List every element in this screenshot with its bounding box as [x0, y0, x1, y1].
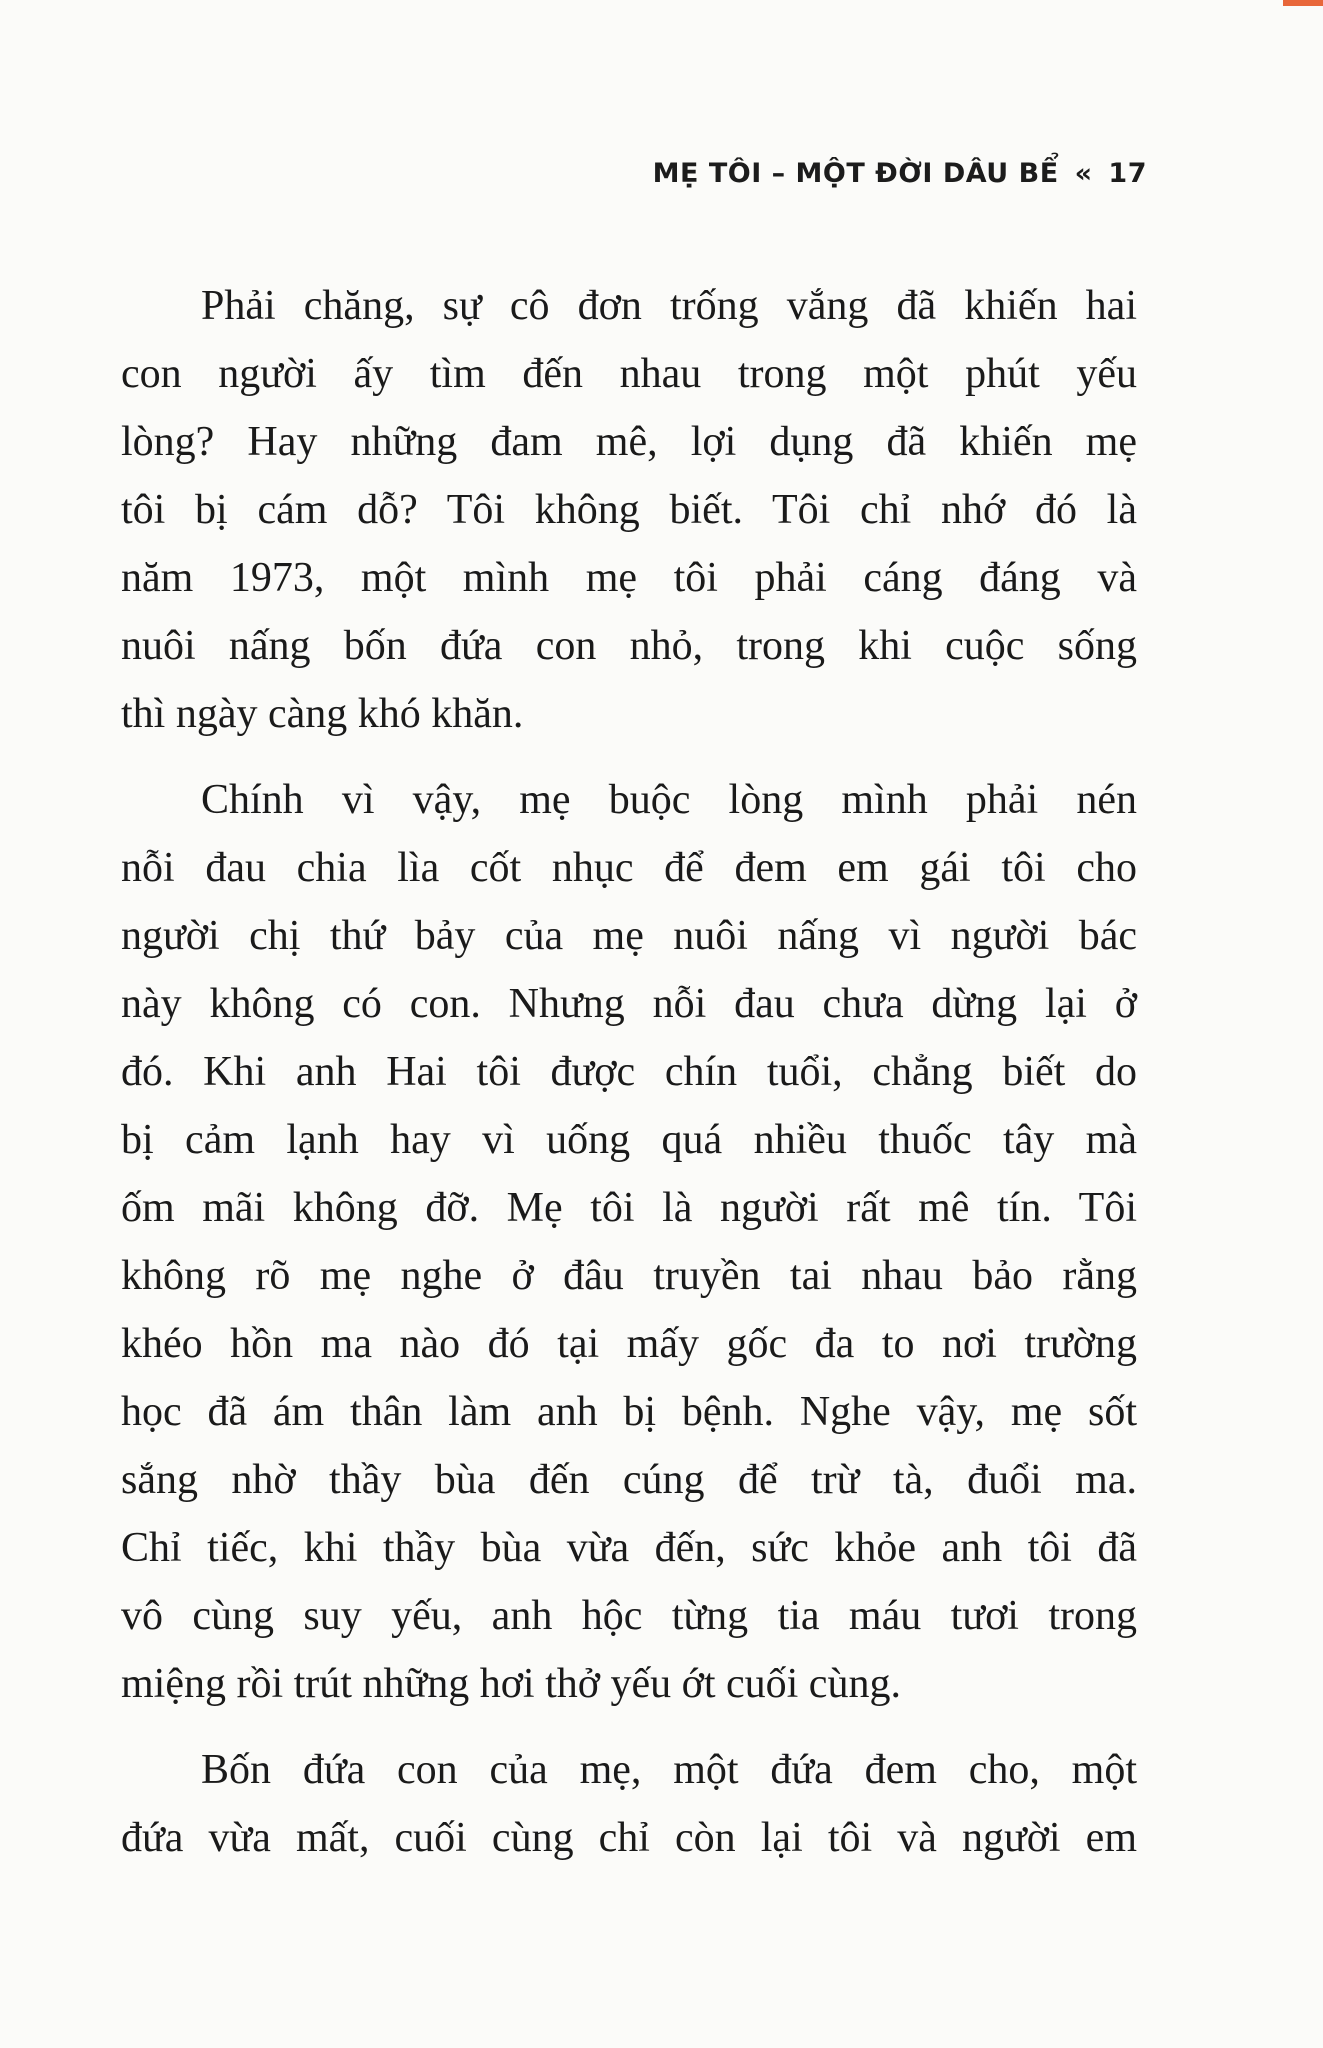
running-title: MẸ TÔI – MỘT ĐỜI DÂU BỂ	[652, 158, 1059, 189]
text-line: Phải chăng, sự cô đơn trống vắng đã khiến hai	[201, 283, 1137, 329]
running-header	[653, 158, 1147, 189]
text-line: sắng nhờ thầy bùa đến cúng để trừ tà, đuổi ma.	[121, 1457, 1137, 1503]
text-line: người chị thứ bảy của mẹ nuôi nấng vì người bác	[121, 913, 1137, 959]
text-line: ốm mãi không đỡ. Mẹ tôi là người rất mê tín. Tôi	[121, 1185, 1137, 1231]
paragraph	[121, 1736, 1137, 1872]
text-line: thì ngày càng khó khăn.	[121, 691, 524, 737]
page-edge-mark	[1283, 0, 1323, 6]
text-line: vô cùng suy yếu, anh hộc từng tia máu tươi trong	[121, 1593, 1137, 1639]
paragraph	[121, 766, 1137, 1718]
text-line: bị cảm lạnh hay vì uống quá nhiều thuốc tây mà	[121, 1117, 1137, 1163]
text-line: khéo hồn ma nào đó tại mấy gốc đa to nơi trường	[121, 1321, 1137, 1367]
text-line: tôi bị cám dỗ? Tôi không biết. Tôi chỉ nhớ đó là	[121, 487, 1137, 533]
text-line: Bốn đứa con của mẹ, một đứa đem cho, một	[201, 1747, 1137, 1793]
text-line: đứa vừa mất, cuối cùng chỉ còn lại tôi và người em	[121, 1815, 1137, 1861]
page-body	[121, 272, 1137, 1890]
text-line: Chỉ tiếc, khi thầy bùa vừa đến, sức khỏe anh tôi đã	[121, 1525, 1137, 1571]
text-line: nuôi nấng bốn đứa con nhỏ, trong khi cuộc sống	[121, 623, 1137, 669]
text-line: học đã ám thân làm anh bị bệnh. Nghe vậy, mẹ sốt	[121, 1389, 1137, 1435]
header-separator: «	[1074, 158, 1093, 189]
paragraph	[121, 272, 1137, 748]
text-line: con người ấy tìm đến nhau trong một phút yếu	[121, 351, 1137, 397]
text-line: miệng rồi trút những hơi thở yếu ớt cuối cùng.	[121, 1661, 901, 1707]
text-line: nỗi đau chia lìa cốt nhục để đem em gái tôi cho	[121, 845, 1137, 891]
text-line: không rõ mẹ nghe ở đâu truyền tai nhau bảo rằng	[121, 1253, 1137, 1299]
text-line: lòng? Hay những đam mê, lợi dụng đã khiến mẹ	[121, 419, 1137, 465]
text-line: năm 1973, một mình mẹ tôi phải cáng đáng và	[121, 555, 1137, 601]
text-line: Chính vì vậy, mẹ buộc lòng mình phải nén	[201, 777, 1137, 823]
text-line: đó. Khi anh Hai tôi được chín tuổi, chẳng biết do	[121, 1049, 1137, 1095]
page-number: 17	[1108, 158, 1147, 189]
text-line: này không có con. Nhưng nỗi đau chưa dừng lại ở	[121, 981, 1137, 1027]
